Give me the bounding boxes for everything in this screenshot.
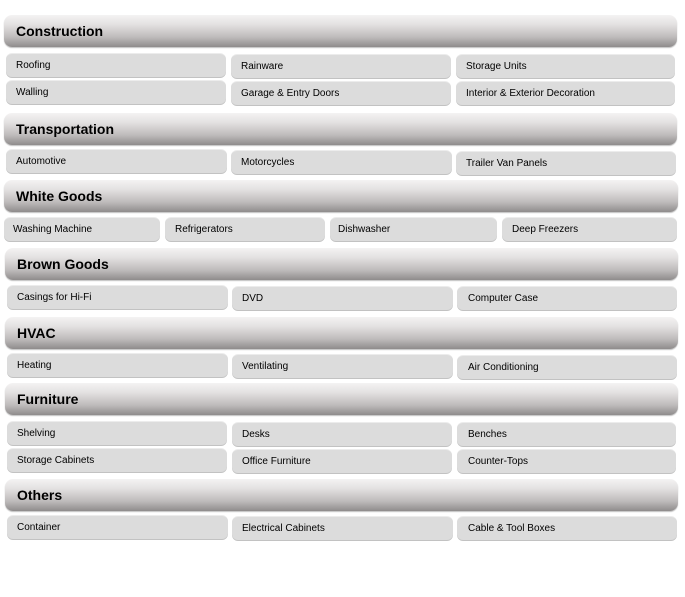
category-item-casings-hifi[interactable] <box>7 285 228 309</box>
category-item-office-furniture[interactable] <box>232 449 452 473</box>
category-label: Ventilating <box>242 361 289 372</box>
category-item-garage-entry-doors[interactable] <box>231 81 451 105</box>
section-header-white-goods <box>4 180 678 212</box>
category-label: Storage Cabinets <box>17 455 95 466</box>
category-label: Office Furniture <box>242 456 311 467</box>
section-header-furniture <box>5 383 678 415</box>
category-item-heating[interactable] <box>7 353 228 377</box>
category-label: Interior & Exterior Decoration <box>466 88 595 99</box>
category-label: Automotive <box>16 156 67 167</box>
section-title: Furniture <box>17 391 79 407</box>
category-label: Shelving <box>17 428 56 439</box>
category-label: Deep Freezers <box>512 224 579 235</box>
section-header-others <box>5 479 678 511</box>
category-item-shelving[interactable] <box>7 421 227 445</box>
section-title: Construction <box>16 23 104 39</box>
category-item-deep-freezers[interactable] <box>502 217 677 241</box>
category-item-dvd[interactable] <box>232 286 453 310</box>
category-item-container[interactable] <box>7 515 228 539</box>
category-label: Rainware <box>241 61 284 72</box>
category-item-desks[interactable] <box>232 422 452 446</box>
category-item-trailer-van-panels[interactable] <box>456 151 676 175</box>
category-item-counter-tops[interactable] <box>457 449 676 473</box>
category-label: Air Conditioning <box>468 362 539 373</box>
category-label: Roofing <box>16 60 51 71</box>
category-item-dishwasher[interactable] <box>330 217 497 241</box>
category-item-ventilating[interactable] <box>232 354 453 378</box>
category-label: Refrigerators <box>175 224 233 235</box>
category-item-computer-case[interactable] <box>457 286 677 310</box>
category-label: Desks <box>242 429 270 440</box>
category-label: Storage Units <box>466 61 527 72</box>
category-label: Computer Case <box>468 293 539 304</box>
section-header-brown-goods <box>5 248 678 280</box>
category-label: Garage & Entry Doors <box>241 88 340 99</box>
category-label: DVD <box>242 293 264 304</box>
category-item-rainware[interactable] <box>231 54 451 78</box>
section-title: Others <box>17 487 63 503</box>
section-header-construction <box>4 15 677 47</box>
category-item-storage-units[interactable] <box>456 54 675 78</box>
category-item-automotive[interactable] <box>6 149 227 173</box>
category-label: Cable & Tool Boxes <box>468 523 556 534</box>
category-label: Motorcycles <box>241 157 295 168</box>
category-item-roofing[interactable] <box>6 53 226 77</box>
category-label: Counter-Tops <box>468 456 529 467</box>
category-item-air-conditioning[interactable] <box>457 355 677 379</box>
category-label: Container <box>17 522 61 533</box>
category-label: Washing Machine <box>13 224 93 235</box>
category-item-electrical-cabinets[interactable] <box>232 516 453 540</box>
category-label: Trailer Van Panels <box>466 158 548 169</box>
section-title: White Goods <box>16 188 103 204</box>
category-item-benches[interactable] <box>457 422 676 446</box>
category-label: Heating <box>17 360 52 371</box>
section-header-hvac <box>5 317 678 349</box>
category-label: Walling <box>16 87 49 98</box>
section-header-transportation <box>4 113 677 145</box>
category-item-refrigerators[interactable] <box>165 217 325 241</box>
category-label: Casings for Hi-Fi <box>17 292 92 303</box>
category-label: Electrical Cabinets <box>242 523 325 534</box>
section-title: Brown Goods <box>17 256 109 272</box>
category-item-cable-tool-boxes[interactable] <box>457 516 677 540</box>
category-item-washing-machine[interactable] <box>4 217 160 241</box>
section-title: HVAC <box>17 325 56 341</box>
section-title: Transportation <box>16 121 115 137</box>
category-item-motorcycles[interactable] <box>231 150 452 174</box>
category-label: Dishwasher <box>338 224 391 235</box>
category-item-walling[interactable] <box>6 80 226 104</box>
category-label: Benches <box>468 429 507 440</box>
category-item-interior-exterior-decoration[interactable] <box>456 81 675 105</box>
category-item-storage-cabinets[interactable] <box>7 448 227 472</box>
